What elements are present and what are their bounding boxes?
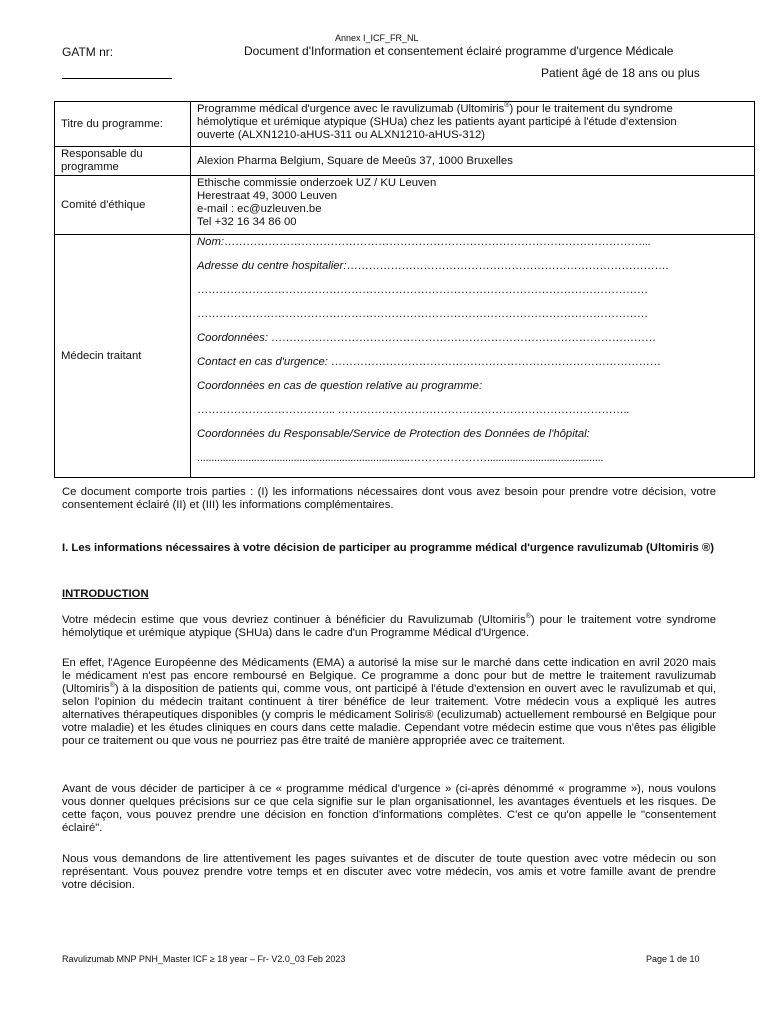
document-title: Document d'Information et consentement éclairé programme d'urgence Médicale [244, 44, 674, 58]
paragraph-2-end: ) à la disposition de patients qui, comme vous, ont participé à l'étude d'extension en ouvert avec le ravulizumab et qui, selon l'opinion du médecin traitant continuent à tirer bénéfice de leur traitement. Votre médecin vous a expliqué les autres alternatives thérapeutiques disponibles (y compris le médicament Soliris® (eculizumab) actuellement remboursé en Belgique pour votre maladie) et les études cliniques en cours dans cette maladie. Cependant votre médecin estime que vous n'êtes pas éligible pour ce traitement ou que vous ne pourriez pas être traité de manière appropriée avec ce traitement. [62, 683, 716, 747]
field-coordonnees-programme-label [197, 380, 748, 404]
programme-title-label: Titre du programme: [55, 102, 191, 147]
responsable-label-line1: Responsable du [61, 148, 143, 160]
field-label: Coordonnées: [197, 332, 268, 344]
field-label: Nom: [197, 236, 224, 248]
treating-physician-label: Médecin traitant [55, 235, 191, 478]
programme-title-line2: hémolytique et urémique atypique (SHUa) chez les patients ayant participé à l'étude d'extension [197, 116, 677, 128]
page-number: Page 1 de 10 [646, 954, 700, 964]
field-dots: ……………………………………………………………………………………………………... [224, 236, 651, 248]
field-contact-urgence[interactable] [197, 356, 748, 380]
field-dpo[interactable] [197, 452, 748, 476]
programme-title-value [191, 102, 755, 147]
paragraph-3: Avant de vous décider de participer à ce « programme médical d'urgence » (ci-après dénommé « programme »), nous voulons vous donner quelques précisions sur ce que cela signifie sur le plan organisationnel, les avantages éventuels et les risques. De cette façon, vous pouvez prendre une décision en fonction d'informations complètes. C'est ce qu'on appelle le "consentement éclairé". [62, 783, 716, 834]
field-coordonnees[interactable] [197, 332, 748, 356]
field-dpo-label [197, 428, 748, 452]
gatm-blank-line [62, 66, 172, 79]
document-parts-paragraph: Ce document comporte trois parties : (I) les informations nécessaires dont vous avez besoin pour prendre votre décision, votre consentement éclairé (II) et (III) les informations complémentaires. [62, 486, 716, 511]
ethics-address: Herestraat 49, 3000 Leuven [197, 190, 338, 202]
paragraph-2 [62, 657, 716, 748]
field-label: Adresse du centre hospitalier: [197, 260, 347, 272]
ethics-name: Ethische commissie onderzoek UZ / KU Leuven [197, 177, 437, 189]
registered-mark: ® [525, 613, 531, 621]
field-adresse-line2[interactable] [197, 284, 748, 308]
treating-physician-fields [191, 235, 755, 478]
field-dots: ...........................................................................…………………......................................... [197, 452, 604, 464]
field-dots: …………………………………………………………………………………………… [267, 332, 656, 344]
field-dots: ……………………………………………………………………………… [327, 356, 661, 368]
field-dots: ……………………………………………………………………………. [346, 260, 669, 272]
footer-version: Ravulizumab MNP PNH_Master ICF ≥ 18 year – Fr- V2.0_03 Feb 2023 [62, 954, 346, 964]
annex-label: Annex I_ICF_FR_NL [335, 33, 419, 43]
paragraph-1-start: Votre médecin estime que vous devriez continuer à bénéficier du Ravulizumab (Ultomiris [62, 614, 526, 626]
section-1-title: I. Les informations nécessaires à votre décision de participer au programme médical d'urgence ravulizumab (Ultomiris ®) [62, 542, 714, 554]
programme-info-table [54, 101, 755, 478]
patient-age: Patient âgé de 18 ans ou plus [541, 66, 700, 80]
registered-mark: ® [109, 682, 115, 690]
ethics-phone: Tel +32 16 34 86 00 [197, 216, 297, 228]
paragraph-1-end: ) pour le traitement votre syndrome hémolytique et urémique atypique (SHUa) dans le cadre d'un Programme Médical d'Urgence. [62, 614, 716, 639]
field-label: Coordonnées du Responsable/Service de Protection des Données de l'hôpital: [197, 428, 590, 440]
field-nom[interactable] [197, 236, 748, 260]
field-label: Coordonnées en cas de question relative au programme: [197, 380, 483, 392]
field-adresse[interactable] [197, 260, 748, 284]
registered-mark: ® [504, 102, 510, 110]
gatm-label: GATM nr: [62, 45, 114, 59]
field-label: Contact en cas d'urgence: [197, 356, 328, 368]
paragraph-1 [62, 614, 716, 640]
responsable-value: Alexion Pharma Belgium, Square de Meeûs 37, 1000 Bruxelles [191, 147, 755, 176]
responsable-label [55, 147, 191, 176]
field-dots: …………………………………………………………………………………………………………… [197, 284, 648, 296]
field-coordonnees-programme[interactable] [197, 404, 748, 428]
ethics-committee-label: Comité d'éthique [55, 176, 191, 235]
programme-title-line3: ouverte (ALXN1210-aHUS-311 ou ALXN1210-aHUS-312) [197, 129, 486, 141]
ethics-committee-value [191, 176, 755, 235]
field-dots: …………………………………………………………………………………………………………… [197, 308, 648, 320]
introduction-heading: INTRODUCTION [62, 588, 149, 600]
table-row-programme [55, 102, 755, 147]
paragraph-2-start: En effet, l'Agence Européenne des Médicaments (EMA) a autorisé la mise sur le marché dans cette indication en avril 2020 mais le médicament n'est pas encore remboursé en Belgique. Ce programme a donc pour but de mettre le traitement ravulizumab (Ultomiris [62, 657, 716, 695]
responsable-label-line2: programme [61, 161, 119, 173]
table-row-responsable [55, 147, 755, 176]
field-adresse-line3[interactable] [197, 308, 748, 332]
programme-title-line1: Programme médical d'urgence avec le ravulizumab (Ultomiris [197, 103, 505, 115]
programme-title-line1-end: ) pour le traitement du syndrome [509, 103, 673, 115]
table-row-ethique [55, 176, 755, 235]
paragraph-4: Nous vous demandons de lire attentivement les pages suivantes et de discuter de toute question avec votre médecin ou son représentant. Vous pouvez prendre votre temps et en discuter avec votre médecin, vos amis et votre famille avant de prendre votre décision. [62, 853, 716, 891]
table-row-medecin [55, 235, 755, 478]
ethics-email: e-mail : ec@uzleuven.be [197, 203, 322, 215]
field-dots: ……………………………….. …………………………………………………………………….. [197, 404, 630, 416]
